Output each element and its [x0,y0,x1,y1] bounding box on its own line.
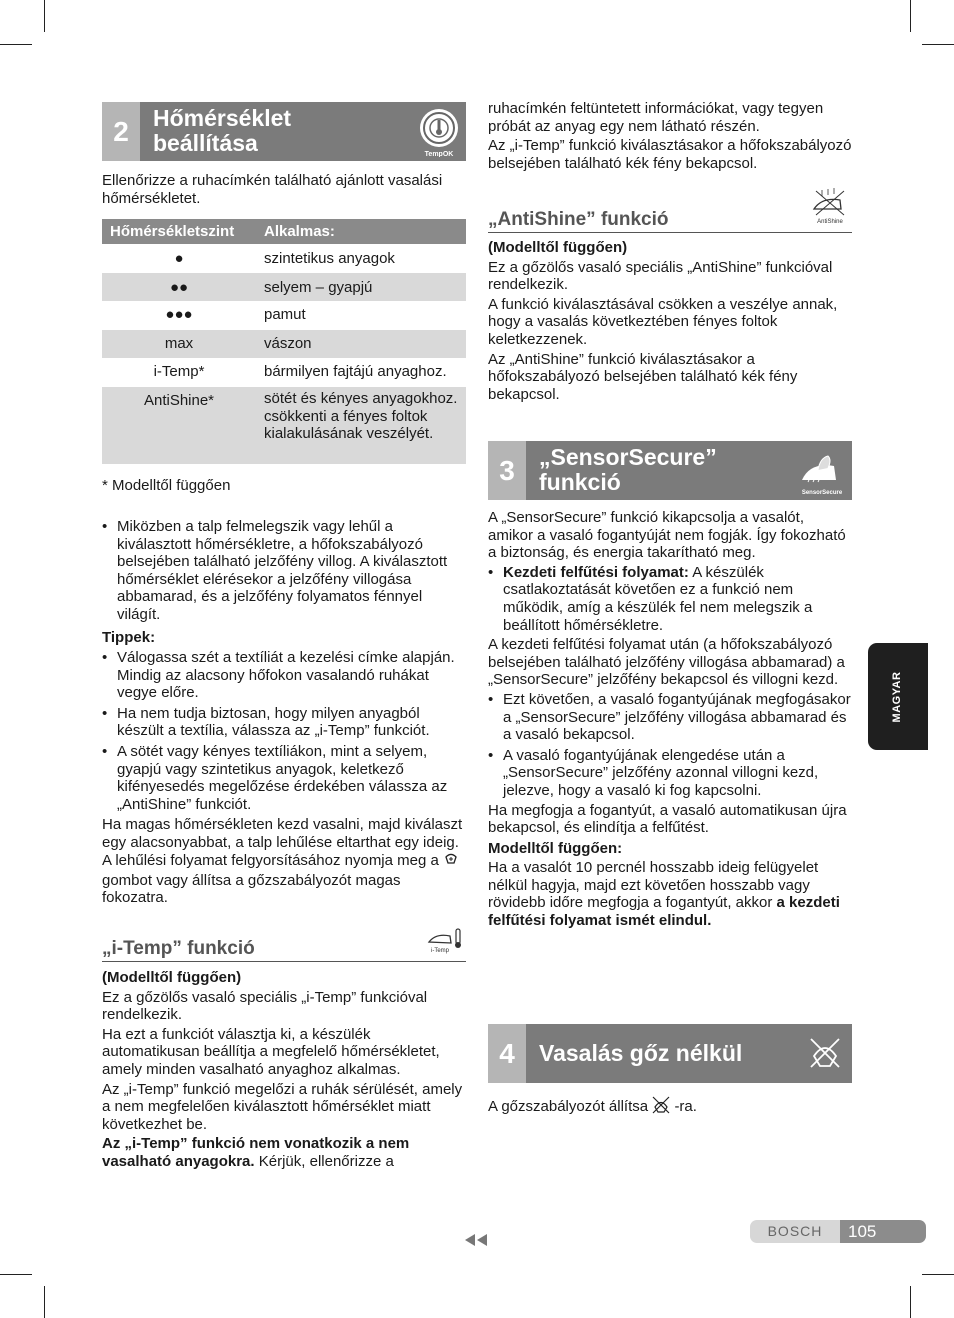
itemp-section: (Modelltől függően) Ez a gőzölős vasaló speciális „i-Temp” funkcióval rendelkezik. Ha ezt a funkciót választja ki, a készülék automatikusan beállítja a megfelelő hőmérsékletet, amely minden vasalható anyaghoz alkalmas. Az „i-Temp” funkció megelőzi a ruhák sérülését, amely a nem megfelelően kiválasztott hőmérséklet miatt következhet be. Az „i-Temp” funkció nem vonatkozik a nem vasalható anyagokra. Kérjük, ellenőrizze a [102,969,466,1171]
itemp-heading: „i-Temp” funkció [102,938,255,960]
crop-mark [922,1274,954,1275]
model-note: (Modelltől függően) [102,969,242,986]
temperature-table [102,219,466,464]
table-cell-use: vászon [256,330,466,358]
table-cell-use: szintetikus anyagok [264,250,395,267]
table-cell-level: ●●● [165,306,193,323]
list-item: • A sötét vagy kényes textíliákon, mint a selyem, gyapjú vagy szintetikus anyagok, keletkező kifényesedés megelőzése érdekében válassza az „AntiShine” funkciót. [102,743,466,813]
antishine-section: (Modelltől függően) Ez a gőzölős vasaló speciális „AntiShine” funkcióval rendelkezik. A funkció kiválasztásával csökken a veszélye annak, hogy a vasalás következtében fényes foltok keletkezzenek. Az „AntiShine” funkció kiválasztásakor a hőfokszabályozó belsejében található kék fény bekapcsol. [488,239,852,403]
sensorsecure-section: A „SensorSecure” funkció kikapcsolja a vasalót, amikor a vasaló fogantyúját nem fogják. Így fokozható a biztonság, és energia takarítható meg. • Kezdeti felfűtési folyamat: A készülék csatlakoztatását követően ez a funkció nem működik, amíg a készülék fel nem melegszik a beállított hőmérsékletre. A kezdeti felfűtési folyamat után (a hőfokszabályozó belsejében található jelzőfény villogása abbamarad) a „SensorSecure” jelzőfény bekapcsol és villogni kezd. • Ezt követően, a vasaló fogantyújának megfogásakor a „SensorSecure” jelzőfény villogása abbamarad és a vasaló bekapcsol. • A vasaló fogantyújának elengedése után a „SensorSecure” jelzőfény azonnal villogni kezd, jelezve, hogy a vasaló ki fog kapcsolni. Ha megfogja a fogantyút, a vasaló automatikusan újra bekapcsol, és elindítja a felfűtést. Modelltől függően: Ha a vasalót 10 percnél hosszabb ideig felügyelet nélkül hagyja, majd ezt követően hosszabb vagy rövidebb időre megfogja a fogantyút, akkor a kezdeti felfűtési folyamat ismét elindul. [488,509,852,930]
footer [750,1220,926,1243]
svg-text:TempOK: TempOK [424,151,454,157]
tips-heading: Tippek: [102,629,156,646]
section-number: 4 [488,1024,526,1083]
list-item: • Válogassa szét a textíliát a kezelési címke alapján. Mindig az alacsony hőfokon vasalandó ruhákat vegye előre. [102,649,466,702]
list-item: • Ha nem tudja biztosan, hogy milyen anyagból készült a textília, válassza az „i-Temp” funkciót. [102,705,466,740]
intro-text: Ellenőrizze a ruhacímkén található ajánlott vasalási hőmérsékletet. [102,172,443,207]
footnote: * Modelltől függően [102,477,231,494]
antishine-heading-bar [488,206,852,233]
cool-button-icon [443,851,459,872]
back-arrows-icon [465,1233,489,1251]
crop-mark [0,44,32,45]
table-cell-level: AntiShine* [102,387,256,464]
table-header-use: Alkalmas: [256,219,466,244]
tempok-icon [418,107,460,162]
high-temp-text: Ha magas hőmérsékleten kezd vasalni, majd kiválaszt egy alacsonyabbat, a talp lehűlése eltarthat egy ideig. A lehűlési folyamat felgyorsításához nyomja meg a gombot vagy állítsa a gőzszabályozót magas fokozatra. [102,816,463,907]
language-tab: MAGYAR [868,643,928,750]
section-3-banner [488,441,852,500]
antishine-heading: „AntiShine” funkció [488,209,669,231]
table-cell-level: ●● [102,273,256,301]
model-note: (Modelltől függően) [488,239,628,256]
list-item: • Kezdeti felfűtési folyamat: A készülék csatlakoztatását követően ez a funkció nem működik, amíg a készülék fel nem melegszik a beállított hőmérsékletre. [488,564,852,634]
section-4-text: A gőzszabályozót állítsa -ra. [488,1096,852,1119]
table-cell-use: bármilyen fajtájú anyaghoz. [264,363,447,380]
bullet-list [102,518,466,624]
table-cell-level: i-Temp* [153,363,205,380]
svg-text:SensorSecure: SensorSecure [801,490,843,496]
itemp-icon [426,928,466,959]
sensorsecure-icon [798,446,846,501]
list-item: • Ezt követően, a vasaló fogantyújának megfogásakor a „SensorSecure” jelzőfény villogása abbamarad és a vasaló bekapcsol. [488,691,852,744]
no-steam-icon [652,1096,670,1119]
list-item: • Miközben a talp felmelegszik vagy lehűl a kiválasztott hőmérsékletre, a hőfokszabályozó belsejében található jelzőfény villog. A kiválasztott hőmérséklet elérésekor a jelzőfény villogása abbamarad, és a jelzőfény folyamatos fénnyel világít. [102,518,466,624]
table-header-level: Hőmérsékletszint [102,219,256,244]
no-steam-icon [808,1036,842,1075]
svg-text:AntiShine: AntiShine [817,219,843,226]
itemp-heading-bar [102,935,466,962]
table-cell-use: selyem – gyapjú [256,273,466,301]
crop-mark [910,1286,911,1318]
itemp-continued: ruhacímkén feltüntetett információkat, vagy tegyen próbát az anyag egy nem látható részén. Az „i-Temp” funkció kiválasztásakor a hőfokszabályozó belsejében található kék fény bekapcsol. [488,100,852,172]
crop-mark [910,0,911,32]
brand-label: BOSCH [750,1220,840,1243]
crop-mark [0,1274,32,1275]
section-number: 3 [488,441,526,500]
list-item: • A vasaló fogantyújának elengedése után a „SensorSecure” jelzőfény azonnal villogni kezd, jelezve, hogy a vasaló ki fog kapcsolni. [488,747,852,800]
section-4-banner [488,1024,852,1083]
section-title: Vasalás gőz nélkül [539,1040,743,1066]
section-title: „SensorSecure” funkció [539,444,717,495]
table-cell-level: max [102,330,256,358]
section-number: 2 [102,102,140,161]
section-2-banner [102,102,466,161]
model-heading: Modelltől függően: [488,839,623,857]
table-cell-use: sötét és kényes anyagokhoz. csökkenti a fényes foltok kialakulásának veszélyét. [256,387,466,464]
svg-text:i-Temp: i-Temp [430,948,450,955]
section-title: Hőmérséklet beállítása [153,105,292,156]
table-cell-use: pamut [264,306,306,323]
table-cell-level: ● [174,250,184,267]
crop-mark [44,0,45,32]
antishine-icon [808,187,852,230]
crop-mark [922,44,954,45]
crop-mark [44,1286,45,1318]
page-number: 105 [840,1220,926,1243]
tips-list [102,649,466,813]
